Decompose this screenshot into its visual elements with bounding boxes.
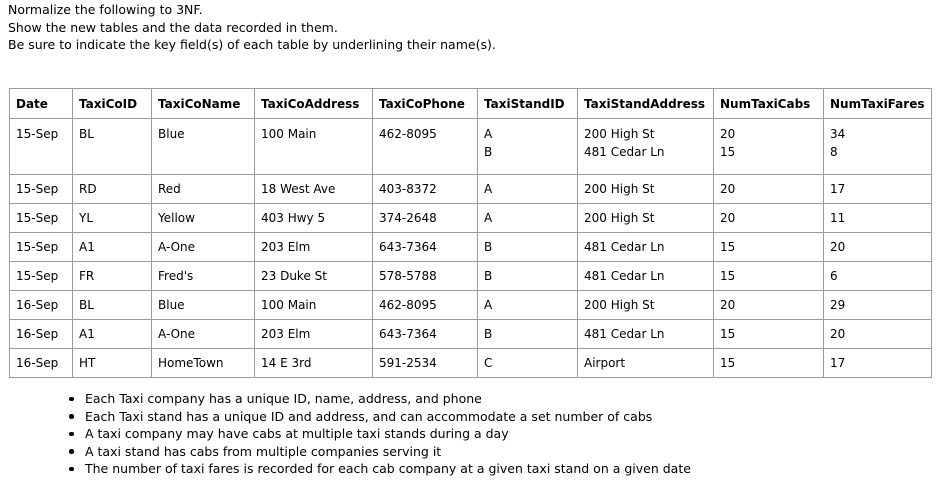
table-cell: 15 [714,320,824,349]
instruction-line: Normalize the following to 3NF. [8,2,203,17]
table-cell: 462-8095 [373,291,478,320]
instructions [8,1,496,54]
table-cell: 15-Sep [10,204,73,233]
notes-list [85,390,691,478]
table-cell: 403 Hwy 5 [255,204,373,233]
column-header: TaxiStandAddress [578,89,714,119]
table-cell: Yellow [152,204,255,233]
table-cell: 14 E 3rd [255,349,373,378]
table-header-row [10,89,932,119]
table-cell: 16-Sep [10,291,73,320]
table-cell: 15 [714,349,824,378]
table-row [10,119,932,175]
table-cell: BL [73,119,152,175]
table-cell: 591-2534 [373,349,478,378]
table-cell: 15-Sep [10,262,73,291]
table-row [10,320,932,349]
instruction-line: Be sure to indicate the key field(s) of each table by underlining their name(s). [8,37,496,52]
table-cell: 203 Elm [255,233,373,262]
cell-line: B [484,145,493,159]
list-item: A taxi stand has cabs from multiple companies serving it [85,443,691,461]
table-cell: Blue [152,119,255,175]
table-cell: 643-7364 [373,320,478,349]
cell-line: A [484,127,493,141]
taxi-data-table [9,88,932,378]
table-cell: Blue [152,291,255,320]
table-cell: 200 High St [578,175,714,204]
table-cell: A [478,175,578,204]
table-cell: A-One [152,233,255,262]
table-row [10,291,932,320]
column-header: Date [10,89,73,119]
list-item: Each Taxi stand has a unique ID and address, and can accommodate a set number of cabs [85,408,691,426]
table-cell: 18 West Ave [255,175,373,204]
table-cell: A [478,204,578,233]
column-header: TaxiCoID [73,89,152,119]
table-row [10,233,932,262]
table-cell: 200 High St [578,204,714,233]
instruction-line: Show the new tables and the data recorded in them. [8,19,338,35]
cell-line: 481 Cedar Ln [584,145,665,159]
table-row [10,349,932,378]
table-cell: 11 [824,204,932,233]
table-cell: B [478,262,578,291]
cell-line: 20 [720,127,736,141]
table-cell: RD [73,175,152,204]
cell-line: 8 [830,145,838,159]
column-header: TaxiCoAddress [255,89,373,119]
table-row [10,175,932,204]
column-header: TaxiCoPhone [373,89,478,119]
table-row [10,204,932,233]
cell-line: 34 [830,127,846,141]
table-cell: 29 [824,291,932,320]
table-cell: 462-8095 [373,119,478,175]
table-cell: B [478,233,578,262]
column-header: TaxiCoName [152,89,255,119]
table-cell: 15-Sep [10,175,73,204]
table-cell: 20 [714,291,824,320]
table-cell [824,119,932,175]
table-cell: 20 [824,233,932,262]
table-cell: 20 [824,320,932,349]
column-header: NumTaxiCabs [714,89,824,119]
table-cell: A1 [73,320,152,349]
table-cell: 6 [824,262,932,291]
table-cell: Red [152,175,255,204]
table-cell: 403-8372 [373,175,478,204]
table-cell: 200 High St [578,291,714,320]
column-header: TaxiStandID [478,89,578,119]
table-cell: 15-Sep [10,119,73,175]
cell-line: 15 [720,145,736,159]
table-row [10,262,932,291]
table-cell: A1 [73,233,152,262]
table-cell: HomeTown [152,349,255,378]
table-cell: HT [73,349,152,378]
table-cell: 481 Cedar Ln [578,320,714,349]
table-cell: 20 [714,204,824,233]
table-cell: 481 Cedar Ln [578,233,714,262]
table-cell: C [478,349,578,378]
table-cell: 15 [714,233,824,262]
table-cell: BL [73,291,152,320]
table-cell: 23 Duke St [255,262,373,291]
table-cell: 17 [824,175,932,204]
table-cell [478,119,578,175]
column-header: NumTaxiFares [824,89,932,119]
table-cell: A-One [152,320,255,349]
table-cell: FR [73,262,152,291]
table-cell [578,119,714,175]
table-cell: 578-5788 [373,262,478,291]
table-cell: 100 Main [255,291,373,320]
table-cell: Airport [578,349,714,378]
table-cell: 643-7364 [373,233,478,262]
table-cell: 374-2648 [373,204,478,233]
list-item: A taxi company may have cabs at multiple taxi stands during a day [85,425,691,443]
table-cell: 481 Cedar Ln [578,262,714,291]
list-item: The number of taxi fares is recorded for each cab company at a given taxi stand on a given date [85,461,691,476]
table-cell: 17 [824,349,932,378]
table-cell: 20 [714,175,824,204]
table-cell [714,119,824,175]
table-cell: 100 Main [255,119,373,175]
table-cell: 16-Sep [10,349,73,378]
list-item: Each Taxi company has a unique ID, name, address, and phone [85,390,691,408]
table-cell: 15 [714,262,824,291]
table-cell: 16-Sep [10,320,73,349]
table-cell: YL [73,204,152,233]
table-cell: 203 Elm [255,320,373,349]
cell-line: 200 High St [584,127,655,141]
table-cell: 15-Sep [10,233,73,262]
table-cell: Fred's [152,262,255,291]
table-cell: B [478,320,578,349]
table-cell: A [478,291,578,320]
